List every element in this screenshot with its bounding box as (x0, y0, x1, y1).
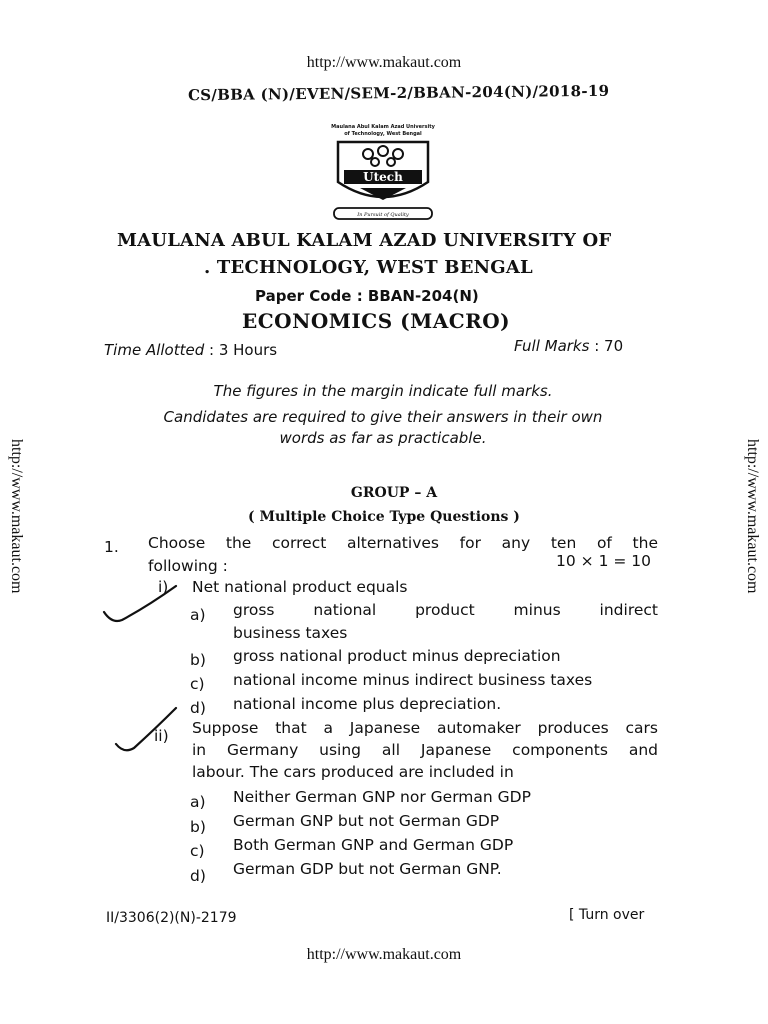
logo-text-top-1: Maulana Abul Kalam Azad University (331, 124, 435, 130)
option-label: a) (190, 606, 206, 624)
marks-label: Full Marks (514, 337, 590, 355)
option-label: d) (190, 699, 206, 717)
university-logo (320, 120, 446, 224)
group-title: GROUP – A (350, 485, 438, 501)
footer-url: http://www.makaut.com (306, 946, 462, 963)
handwritten-tick-icon (110, 700, 190, 760)
university-name-line2: . TECHNOLOGY, WEST BENGAL (204, 257, 533, 278)
logo-banner-text: Utech (363, 170, 403, 184)
option-text: Neither German GNP nor German GDP (233, 788, 531, 806)
item-label: ii) (154, 727, 169, 745)
option-label: c) (190, 842, 205, 860)
time-value: : 3 Hours (204, 341, 278, 359)
paper-code: Paper Code : BBAN-204(N) (255, 287, 479, 305)
option-text: national income minus indirect business taxes (233, 671, 593, 689)
full-marks (514, 337, 623, 355)
option-text: Both German GNP and German GDP (233, 836, 514, 854)
item-stem: Net national product equals (192, 578, 408, 596)
option-text: national income plus depreciation. (233, 695, 502, 713)
footer-code: II/3306(2)(N)-2179 (106, 910, 237, 926)
logo-text-top-2: of Technology, West Bengal (344, 131, 422, 137)
option-label: a) (190, 793, 206, 811)
option-text: German GDP but not German GNP. (233, 860, 502, 878)
option-label: b) (190, 651, 206, 669)
time-allotted (104, 341, 277, 359)
option-label: b) (190, 818, 206, 836)
item-stem: labour. The cars produced are included in (192, 763, 514, 781)
time-label: Time Allotted (104, 341, 205, 359)
instruction-3: words as far as practicable. (279, 429, 487, 447)
left-margin-url: http://www.makaut.com (8, 439, 25, 594)
option-text: gross national product minus depreciation (233, 647, 561, 665)
item-label: i) (158, 578, 169, 596)
logo-motto: In Pursuit of Quality (357, 212, 409, 218)
option-text: gross national product minus indirect (233, 601, 658, 619)
option-text: business taxes (233, 624, 348, 642)
item-stem: Suppose that a Japanese automaker produces cars (192, 719, 658, 737)
instruction-1: The figures in the margin indicate full marks. (213, 382, 553, 400)
header-url: http://www.makaut.com (306, 54, 462, 71)
question-text-line1: Choose the correct alternatives for any ten of the (148, 534, 658, 552)
option-text: German GNP but not German GDP (233, 812, 500, 830)
university-name-line1: MAULANA ABUL KALAM AZAD UNIVERSITY OF (117, 230, 612, 251)
group-subtitle: ( Multiple Choice Type Questions ) (248, 509, 520, 525)
question-number: 1. (104, 538, 119, 556)
item-stem: in Germany using all Japanese components and (192, 741, 658, 759)
instruction-2: Candidates are required to give their answers in their own (163, 408, 603, 426)
right-margin-url: http://www.makaut.com (744, 439, 761, 594)
handwritten-tick-icon (98, 580, 188, 630)
paper-reference: CS/BBA (N)/EVEN/SEM-2/BBAN-204(N)/2018-19 (187, 81, 610, 105)
question-marks: 10 × 1 = 10 (556, 552, 651, 570)
marks-value: : 70 (589, 337, 624, 355)
option-label: d) (190, 867, 206, 885)
turn-over-note: [ Turn over (569, 907, 645, 923)
utech-emblem-icon (320, 120, 446, 224)
subject-title: ECONOMICS (MACRO) (242, 309, 511, 333)
option-label: c) (190, 675, 205, 693)
question-text-line2: following : (148, 557, 228, 575)
